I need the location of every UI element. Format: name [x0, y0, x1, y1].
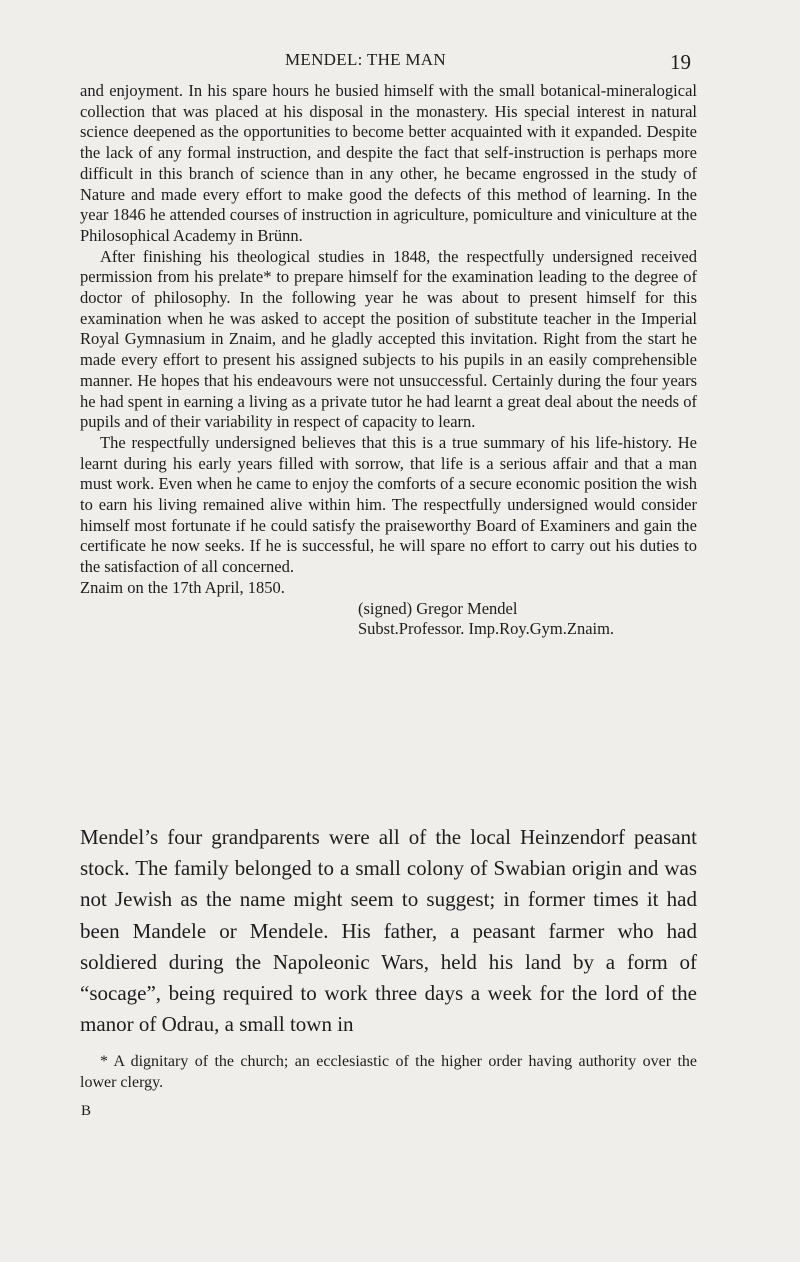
page-number: 19	[670, 50, 691, 74]
letter-paragraph: and enjoyment. In his spare hours he busied himself with the small botanical-mineralogical collection that was placed at his disposal in the monastery. His special interest in natural science deepened as the opportunities to become better acquainted with it expanded. Despite the lack of any formal instruction, and despite the fact that self-instruction is perhaps more difficult in this branch of science than in any other, he became engrossed in the study of Nature and made every effort to make good the defects of this method of learning. In the year 1846 he attended courses of instruction in agriculture, pomiculture and viniculture at the Philosophical Academy in Brünn.	[80, 81, 697, 245]
footnote	[80, 1052, 697, 1093]
letter-paragraph: The respectfully undersigned believes that this is a true summary of his life-history. He learnt during his early years filled with sorrow, that life is a serious affair and that a man must work. Even when he came to enjoy the comforts of a secure economic position the wish to earn his living remained alive within him. The respectfully undersigned would consider himself most fortunate if he could satisfy the praiseworthy Board of Examiners and gain the certificate he now seeks. If he is successful, he will spare no effort to carry out his duties to the satisfaction of all concerned.	[80, 432, 697, 577]
quoted-letter	[80, 81, 697, 640]
footnote-text: * A dignitary of the church; an ecclesiastic of the higher order having authority over the lower clergy.	[80, 1053, 697, 1091]
running-title: MENDEL: THE MAN	[285, 50, 446, 69]
body-text	[80, 822, 697, 1040]
signature-name: (signed) Gregor Mendel	[358, 598, 518, 618]
signature-title: Subst.Professor. Imp.Roy.Gym.Znaim.	[358, 619, 615, 639]
printer-signature-mark: B	[81, 1103, 92, 1119]
body-paragraph: Mendel’s four grandparents were all of the local Heinzendorf peasant stock. The family belonged to a small colony of Swabian origin and was not Jewish as the name might seem to suggest; in former times it had been Mandele or Mendele. His father, a peasant farmer who had soldiered during the Napoleonic Wars, held his land by a form of “socage”, being required to work three days a week for the lord of the manor of Odrau, a small town in	[80, 825, 697, 1037]
letter-date-line: Znaim on the 17th April, 1850.	[80, 577, 285, 597]
letter-paragraph: After finishing his theological studies in 1848, the respectfully undersigned received permission from his prelate* to prepare himself for the examination leading to the degree of doctor of philosophy. In the following year he was about to present himself for this examination when he was asked to accept the position of substitute teacher in the Imperial Royal Gymnasium in Znaim, and he gladly accepted this invitation. Right from the start he made every effort to present his assigned subjects to his pupils in an easily comprehensible manner. He hopes that his endeavours were not unsuccessful. Certainly during the four years he had spent in earning a living as a private tutor he had learnt a great deal about the needs of pupils and of their variability in respect of capacity to learn.	[80, 246, 697, 432]
letter-signature	[358, 599, 697, 640]
